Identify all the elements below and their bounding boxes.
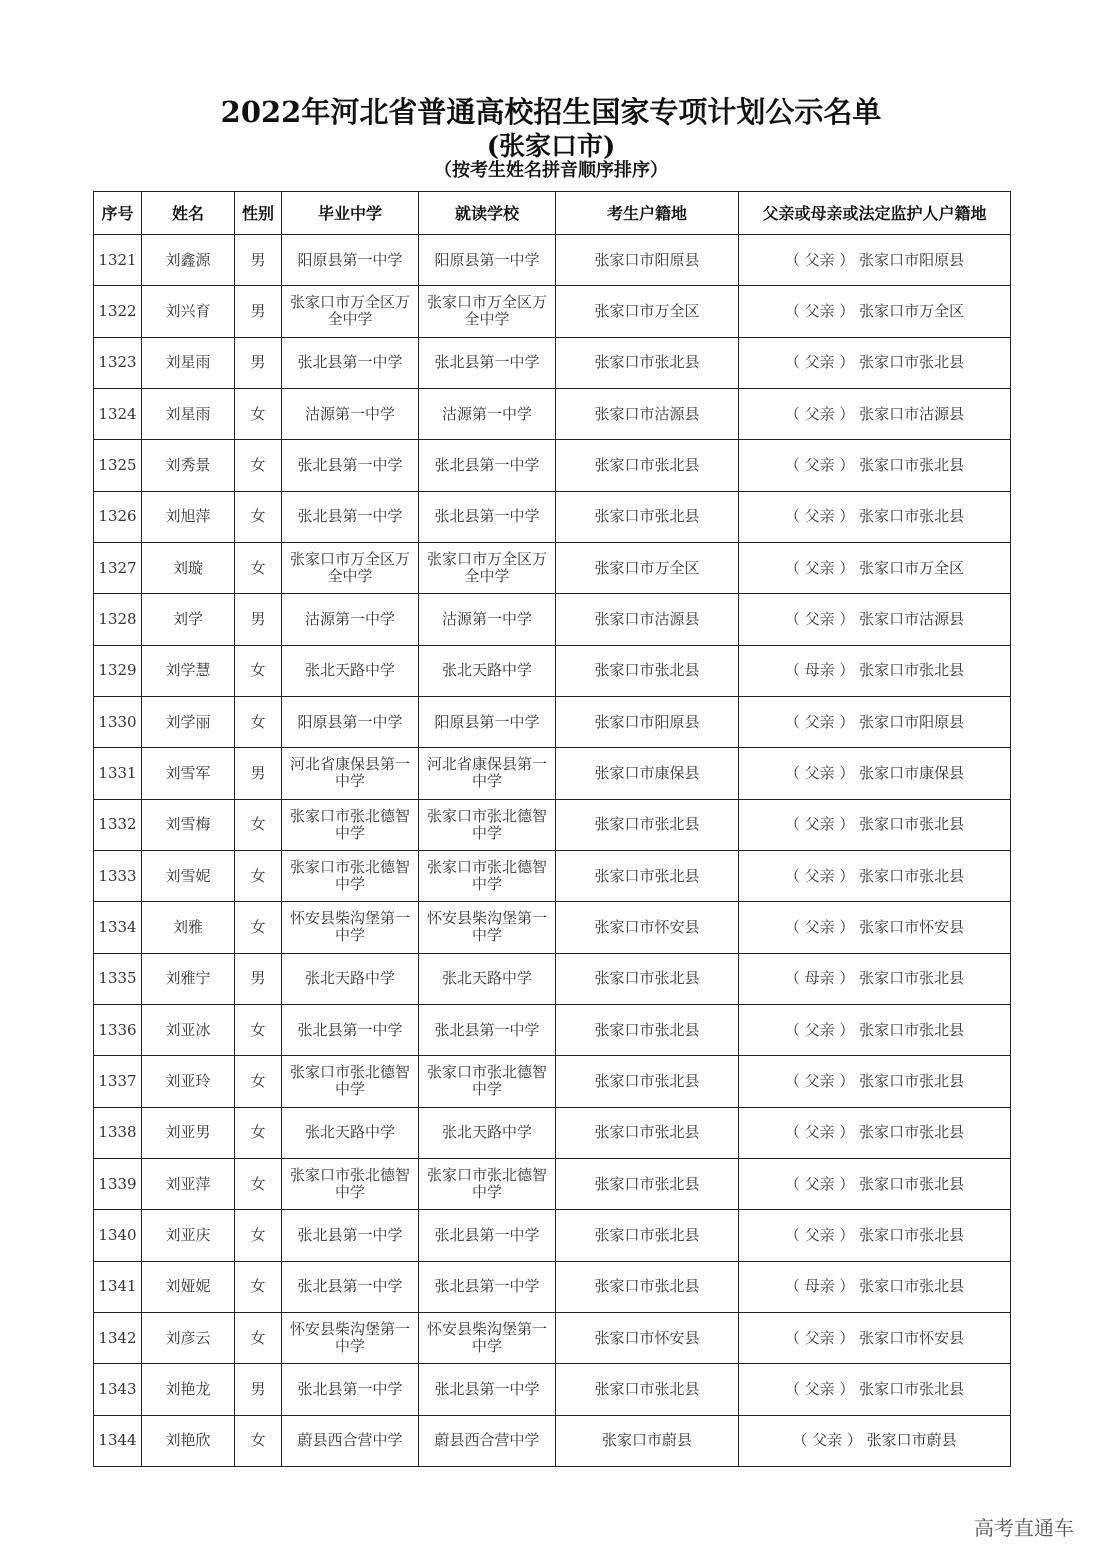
cell-current-school: 怀安县柴沟堡第一中学	[419, 902, 556, 953]
cell-gender: 女	[235, 850, 282, 901]
cell-hukou: 张家口市张北县	[556, 1364, 739, 1415]
cell-guardian-hukou: （ 母亲 ） 张家口市张北县	[739, 1261, 1011, 1312]
cell-name: 刘亚冰	[142, 1004, 235, 1055]
watermark: 高考直通车	[974, 1516, 1074, 1540]
cell-seq: 1323	[94, 337, 142, 388]
cell-current-school: 怀安县柴沟堡第一中学	[419, 1312, 556, 1363]
cell-current-school: 张北县第一中学	[419, 1004, 556, 1055]
table-row	[94, 1004, 1011, 1055]
cell-seq: 1344	[94, 1415, 142, 1466]
cell-graduation-school: 张家口市张北德智中学	[282, 850, 419, 901]
cell-guardian-hukou: （ 父亲 ） 张家口市张北县	[739, 491, 1011, 542]
cell-name: 刘鑫源	[142, 235, 235, 286]
cell-gender: 女	[235, 1056, 282, 1107]
cell-graduation-school: 张北县第一中学	[282, 1004, 419, 1055]
cell-gender: 女	[235, 1261, 282, 1312]
cell-graduation-school: 张家口市万全区万全中学	[282, 286, 419, 337]
cell-gender: 女	[235, 1312, 282, 1363]
table-row	[94, 902, 1011, 953]
cell-hukou: 张家口市沽源县	[556, 594, 739, 645]
table-row	[94, 542, 1011, 593]
cell-hukou: 张家口市沽源县	[556, 388, 739, 439]
header-graduation-school: 毕业中学	[282, 192, 419, 235]
cell-guardian-hukou: （ 母亲 ） 张家口市张北县	[739, 645, 1011, 696]
cell-seq: 1328	[94, 594, 142, 645]
cell-name: 刘亚萍	[142, 1158, 235, 1209]
cell-guardian-hukou: （ 父亲 ） 张家口市万全区	[739, 286, 1011, 337]
cell-seq: 1343	[94, 1364, 142, 1415]
cell-graduation-school: 张家口市张北德智中学	[282, 1056, 419, 1107]
cell-seq: 1336	[94, 1004, 142, 1055]
header-current-school: 就读学校	[419, 192, 556, 235]
table-row	[94, 1107, 1011, 1158]
document-title: 2022年河北省普通高校招生国家专项计划公示名单	[220, 95, 882, 129]
cell-gender: 女	[235, 1107, 282, 1158]
cell-hukou: 张家口市张北县	[556, 1004, 739, 1055]
cell-hukou: 张家口市万全区	[556, 286, 739, 337]
cell-guardian-hukou: （ 父亲 ） 张家口市张北县	[739, 1004, 1011, 1055]
cell-current-school: 张家口市张北德智中学	[419, 799, 556, 850]
cell-gender: 男	[235, 953, 282, 1004]
table-row	[94, 1261, 1011, 1312]
cell-gender: 男	[235, 748, 282, 799]
cell-graduation-school: 张北县第一中学	[282, 491, 419, 542]
cell-graduation-school: 沽源第一中学	[282, 388, 419, 439]
cell-seq: 1337	[94, 1056, 142, 1107]
cell-seq: 1335	[94, 953, 142, 1004]
cell-seq: 1333	[94, 850, 142, 901]
cell-seq: 1340	[94, 1210, 142, 1261]
cell-seq: 1339	[94, 1158, 142, 1209]
cell-gender: 女	[235, 440, 282, 491]
cell-current-school: 张家口市张北德智中学	[419, 850, 556, 901]
cell-seq: 1324	[94, 388, 142, 439]
table-row	[94, 440, 1011, 491]
cell-hukou: 张家口市康保县	[556, 748, 739, 799]
cell-current-school: 张北县第一中学	[419, 1210, 556, 1261]
table-row	[94, 491, 1011, 542]
cell-graduation-school: 蔚县西合营中学	[282, 1415, 419, 1466]
cell-guardian-hukou: （ 母亲 ） 张家口市张北县	[739, 953, 1011, 1004]
cell-name: 刘雅	[142, 902, 235, 953]
cell-name: 刘星雨	[142, 388, 235, 439]
cell-graduation-school: 张家口市万全区万全中学	[282, 542, 419, 593]
cell-gender: 女	[235, 902, 282, 953]
cell-seq: 1321	[94, 235, 142, 286]
roster-table	[93, 191, 1011, 1467]
cell-guardian-hukou: （ 父亲 ） 张家口市万全区	[739, 542, 1011, 593]
cell-name: 刘旭萍	[142, 491, 235, 542]
cell-graduation-school: 阳原县第一中学	[282, 696, 419, 747]
cell-graduation-school: 张北天路中学	[282, 953, 419, 1004]
cell-graduation-school: 张北县第一中学	[282, 1364, 419, 1415]
table-row	[94, 337, 1011, 388]
cell-gender: 女	[235, 645, 282, 696]
cell-current-school: 张家口市万全区万全中学	[419, 542, 556, 593]
cell-guardian-hukou: （ 父亲 ） 张家口市张北县	[739, 1210, 1011, 1261]
cell-guardian-hukou: （ 父亲 ） 张家口市怀安县	[739, 1312, 1011, 1363]
cell-name: 刘兴育	[142, 286, 235, 337]
cell-current-school: 张北县第一中学	[419, 1261, 556, 1312]
cell-name: 刘学丽	[142, 696, 235, 747]
cell-current-school: 张北县第一中学	[419, 491, 556, 542]
cell-hukou: 张家口市怀安县	[556, 902, 739, 953]
cell-name: 刘雅宁	[142, 953, 235, 1004]
cell-seq: 1338	[94, 1107, 142, 1158]
cell-guardian-hukou: （ 父亲 ） 张家口市沽源县	[739, 594, 1011, 645]
cell-name: 刘学	[142, 594, 235, 645]
cell-guardian-hukou: （ 父亲 ） 张家口市蔚县	[739, 1415, 1011, 1466]
cell-graduation-school: 张家口市张北德智中学	[282, 1158, 419, 1209]
cell-name: 刘艳欣	[142, 1415, 235, 1466]
sort-note: （按考生姓名拼音顺序排序）	[434, 160, 668, 181]
table-row	[94, 1210, 1011, 1261]
cell-graduation-school: 河北省康保县第一中学	[282, 748, 419, 799]
header-seq: 序号	[94, 192, 142, 235]
table-row	[94, 799, 1011, 850]
cell-current-school: 张北县第一中学	[419, 337, 556, 388]
cell-gender: 男	[235, 337, 282, 388]
table-row	[94, 594, 1011, 645]
cell-current-school: 河北省康保县第一中学	[419, 748, 556, 799]
table-row	[94, 388, 1011, 439]
header-hukou: 考生户籍地	[556, 192, 739, 235]
cell-guardian-hukou: （ 父亲 ） 张家口市张北县	[739, 1056, 1011, 1107]
cell-graduation-school: 怀安县柴沟堡第一中学	[282, 902, 419, 953]
cell-guardian-hukou: （ 父亲 ） 张家口市康保县	[739, 748, 1011, 799]
cell-seq: 1327	[94, 542, 142, 593]
cell-gender: 女	[235, 1158, 282, 1209]
cell-hukou: 张家口市阳原县	[556, 235, 739, 286]
table-row	[94, 1158, 1011, 1209]
cell-current-school: 张北天路中学	[419, 1107, 556, 1158]
cell-current-school: 张北县第一中学	[419, 440, 556, 491]
document-subtitle: (张家口市)	[486, 132, 616, 162]
cell-seq: 1330	[94, 696, 142, 747]
cell-graduation-school: 沽源第一中学	[282, 594, 419, 645]
cell-current-school: 张北县第一中学	[419, 1364, 556, 1415]
cell-hukou: 张家口市张北县	[556, 1158, 739, 1209]
cell-name: 刘娅妮	[142, 1261, 235, 1312]
cell-graduation-school: 张家口市张北德智中学	[282, 799, 419, 850]
cell-guardian-hukou: （ 父亲 ） 张家口市张北县	[739, 799, 1011, 850]
cell-name: 刘雪妮	[142, 850, 235, 901]
cell-gender: 男	[235, 286, 282, 337]
cell-guardian-hukou: （ 父亲 ） 张家口市张北县	[739, 1107, 1011, 1158]
cell-seq: 1326	[94, 491, 142, 542]
cell-graduation-school: 张北县第一中学	[282, 1210, 419, 1261]
cell-hukou: 张家口市蔚县	[556, 1415, 739, 1466]
cell-hukou: 张家口市张北县	[556, 1210, 739, 1261]
cell-gender: 女	[235, 491, 282, 542]
cell-hukou: 张家口市张北县	[556, 645, 739, 696]
cell-graduation-school: 张北县第一中学	[282, 440, 419, 491]
cell-guardian-hukou: （ 父亲 ） 张家口市张北县	[739, 850, 1011, 901]
table-row	[94, 850, 1011, 901]
cell-current-school: 蔚县西合营中学	[419, 1415, 556, 1466]
cell-current-school: 张北天路中学	[419, 953, 556, 1004]
cell-gender: 女	[235, 799, 282, 850]
cell-name: 刘亚玲	[142, 1056, 235, 1107]
cell-name: 刘雪军	[142, 748, 235, 799]
cell-guardian-hukou: （ 父亲 ） 张家口市张北县	[739, 337, 1011, 388]
cell-gender: 女	[235, 542, 282, 593]
cell-guardian-hukou: （ 父亲 ） 张家口市张北县	[739, 1158, 1011, 1209]
table-row	[94, 1312, 1011, 1363]
cell-graduation-school: 怀安县柴沟堡第一中学	[282, 1312, 419, 1363]
header-guardian-hukou: 父亲或母亲或法定监护人户籍地	[739, 192, 1011, 235]
header-gender: 性别	[235, 192, 282, 235]
cell-hukou: 张家口市张北县	[556, 799, 739, 850]
cell-name: 刘艳龙	[142, 1364, 235, 1415]
table-row	[94, 696, 1011, 747]
cell-current-school: 沽源第一中学	[419, 388, 556, 439]
cell-gender: 男	[235, 235, 282, 286]
cell-name: 刘璇	[142, 542, 235, 593]
cell-hukou: 张家口市张北县	[556, 1107, 739, 1158]
cell-seq: 1322	[94, 286, 142, 337]
table-row	[94, 748, 1011, 799]
cell-hukou: 张家口市张北县	[556, 953, 739, 1004]
cell-graduation-school: 阳原县第一中学	[282, 235, 419, 286]
cell-name: 刘亚男	[142, 1107, 235, 1158]
cell-guardian-hukou: （ 父亲 ） 张家口市张北县	[739, 440, 1011, 491]
cell-hukou: 张家口市张北县	[556, 491, 739, 542]
cell-name: 刘亚庆	[142, 1210, 235, 1261]
cell-guardian-hukou: （ 父亲 ） 张家口市阳原县	[739, 696, 1011, 747]
cell-hukou: 张家口市万全区	[556, 542, 739, 593]
cell-guardian-hukou: （ 父亲 ） 张家口市阳原县	[739, 235, 1011, 286]
cell-current-school: 阳原县第一中学	[419, 235, 556, 286]
cell-guardian-hukou: （ 父亲 ） 张家口市怀安县	[739, 902, 1011, 953]
cell-gender: 女	[235, 1210, 282, 1261]
table-row	[94, 286, 1011, 337]
cell-seq: 1341	[94, 1261, 142, 1312]
cell-seq: 1334	[94, 902, 142, 953]
cell-hukou: 张家口市张北县	[556, 1056, 739, 1107]
cell-name: 刘秀景	[142, 440, 235, 491]
cell-hukou: 张家口市怀安县	[556, 1312, 739, 1363]
cell-name: 刘彦云	[142, 1312, 235, 1363]
cell-seq: 1332	[94, 799, 142, 850]
cell-current-school: 阳原县第一中学	[419, 696, 556, 747]
cell-gender: 男	[235, 1364, 282, 1415]
cell-current-school: 张北天路中学	[419, 645, 556, 696]
cell-name: 刘学慧	[142, 645, 235, 696]
cell-hukou: 张家口市张北县	[556, 440, 739, 491]
cell-seq: 1342	[94, 1312, 142, 1363]
cell-seq: 1325	[94, 440, 142, 491]
cell-hukou: 张家口市张北县	[556, 850, 739, 901]
cell-graduation-school: 张北天路中学	[282, 1107, 419, 1158]
table-row	[94, 1056, 1011, 1107]
cell-guardian-hukou: （ 父亲 ） 张家口市沽源县	[739, 388, 1011, 439]
header-name: 姓名	[142, 192, 235, 235]
cell-seq: 1329	[94, 645, 142, 696]
cell-hukou: 张家口市阳原县	[556, 696, 739, 747]
cell-graduation-school: 张北天路中学	[282, 645, 419, 696]
cell-guardian-hukou: （ 父亲 ） 张家口市张北县	[739, 1364, 1011, 1415]
cell-gender: 男	[235, 594, 282, 645]
table-row	[94, 1364, 1011, 1415]
cell-gender: 女	[235, 696, 282, 747]
table-row	[94, 235, 1011, 286]
cell-hukou: 张家口市张北县	[556, 1261, 739, 1312]
cell-current-school: 沽源第一中学	[419, 594, 556, 645]
table-header-row	[94, 192, 1011, 235]
cell-gender: 女	[235, 1004, 282, 1055]
cell-gender: 女	[235, 1415, 282, 1466]
cell-current-school: 张家口市万全区万全中学	[419, 286, 556, 337]
cell-name: 刘星雨	[142, 337, 235, 388]
cell-graduation-school: 张北县第一中学	[282, 337, 419, 388]
table-row	[94, 1415, 1011, 1466]
table-row	[94, 645, 1011, 696]
cell-current-school: 张家口市张北德智中学	[419, 1158, 556, 1209]
cell-gender: 女	[235, 388, 282, 439]
cell-current-school: 张家口市张北德智中学	[419, 1056, 556, 1107]
cell-seq: 1331	[94, 748, 142, 799]
cell-hukou: 张家口市张北县	[556, 337, 739, 388]
cell-graduation-school: 张北县第一中学	[282, 1261, 419, 1312]
cell-name: 刘雪梅	[142, 799, 235, 850]
table-row	[94, 953, 1011, 1004]
